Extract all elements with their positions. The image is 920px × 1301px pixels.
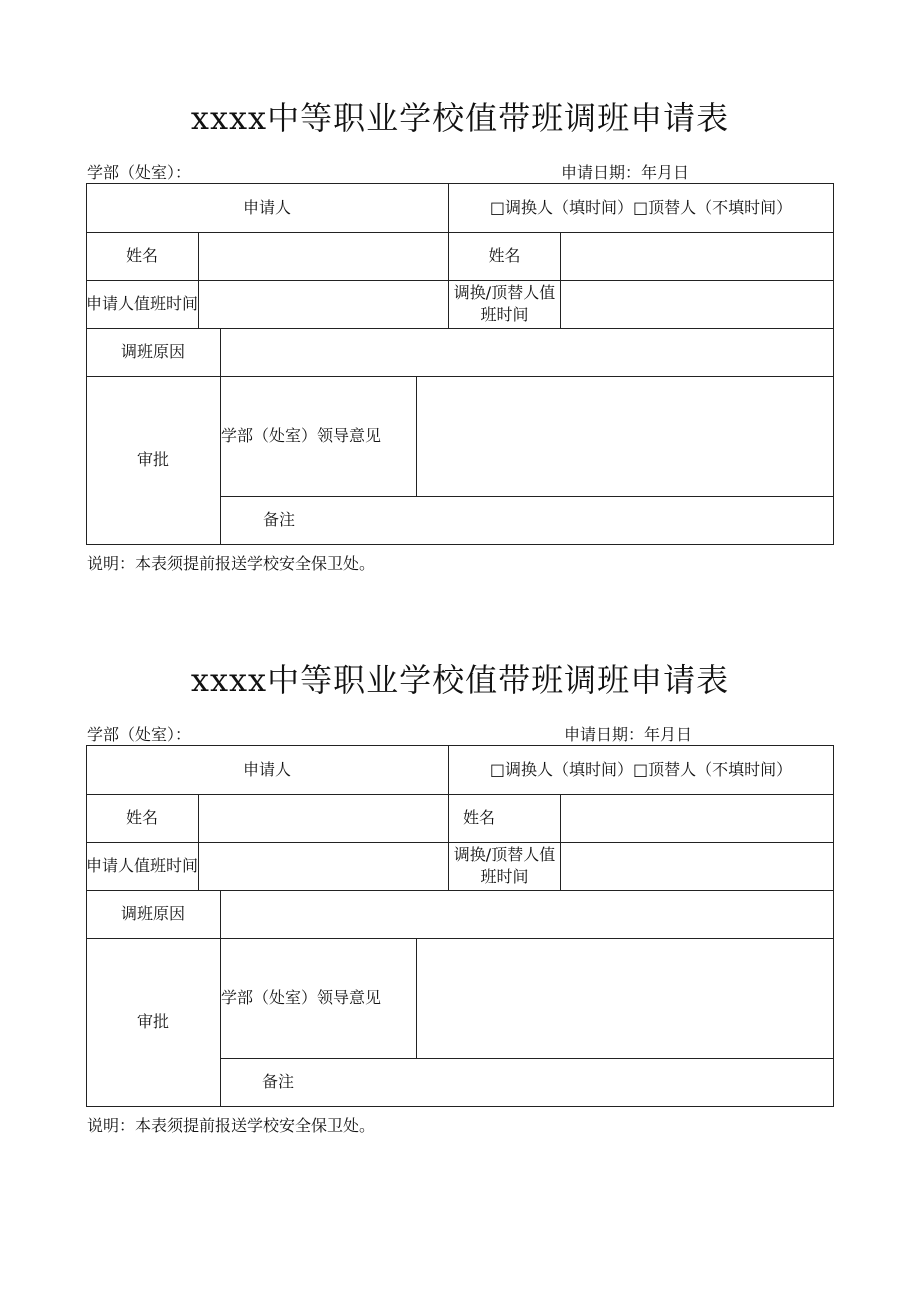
form-note: 说明：本表须提前报送学校安全保卫处。	[87, 554, 376, 573]
applicant-duty-time-field[interactable]	[199, 280, 448, 328]
swap-name-field[interactable]	[561, 232, 833, 280]
remark-label: 备注	[263, 510, 296, 529]
applicant-name-field[interactable]	[199, 794, 448, 842]
remark-label: 备注	[262, 1072, 295, 1091]
applicant-duty-time-field[interactable]	[199, 842, 448, 890]
leader-opinion-field[interactable]	[417, 376, 833, 496]
application-date-label: 申请日期：年月日	[561, 163, 690, 182]
swap-duty-time-label: 调换/顶替人值班时间	[453, 283, 556, 324]
swap-type-header: □调换人（填时间）□顶替人（不填时间）	[489, 759, 793, 779]
swap-name-label: 姓名	[462, 808, 495, 827]
form-title: xxxx中等职业学校值带班调班申请表	[190, 661, 730, 699]
swap-name-field[interactable]	[561, 794, 833, 842]
applicant-name-label: 姓名	[125, 808, 158, 827]
applicant-header: 申请人	[242, 197, 291, 217]
approval-label: 审批	[136, 1012, 169, 1031]
leader-opinion-field[interactable]	[417, 938, 833, 1058]
applicant-duty-time-label: 申请人值班时间	[86, 856, 199, 875]
applicant-duty-time-label: 申请人值班时间	[86, 294, 199, 313]
reason-label: 调班原因	[120, 904, 185, 923]
swap-duty-time-field[interactable]	[561, 280, 833, 328]
reason-field[interactable]	[221, 890, 833, 938]
applicant-header: 申请人	[242, 759, 291, 779]
reason-label: 调班原因	[120, 342, 185, 361]
form-note: 说明：本表须提前报送学校安全保卫处。	[87, 1116, 376, 1135]
swap-duty-time-field[interactable]	[561, 842, 833, 890]
swap-duty-time-label: 调换/顶替人值班时间	[453, 845, 556, 886]
remark-field[interactable]	[416, 496, 833, 544]
form-table	[86, 183, 834, 545]
applicant-name-label: 姓名	[125, 246, 158, 265]
department-label: 学部（处室）：	[87, 163, 192, 182]
form-table	[86, 745, 834, 1107]
remark-field[interactable]	[416, 1058, 833, 1106]
department-label: 学部（处室）：	[87, 725, 192, 744]
swap-name-label: 姓名	[488, 246, 521, 265]
leader-opinion-label: 学部（处室）领导意见	[221, 426, 382, 445]
applicant-name-field[interactable]	[199, 232, 448, 280]
reason-field[interactable]	[221, 328, 833, 376]
leader-opinion-label: 学部（处室）领导意见	[221, 988, 382, 1007]
application-date-label: 申请日期：年月日	[564, 725, 693, 744]
swap-type-header: □调换人（填时间）□顶替人（不填时间）	[489, 197, 793, 217]
form-title: xxxx中等职业学校值带班调班申请表	[190, 99, 730, 137]
approval-label: 审批	[136, 450, 169, 469]
